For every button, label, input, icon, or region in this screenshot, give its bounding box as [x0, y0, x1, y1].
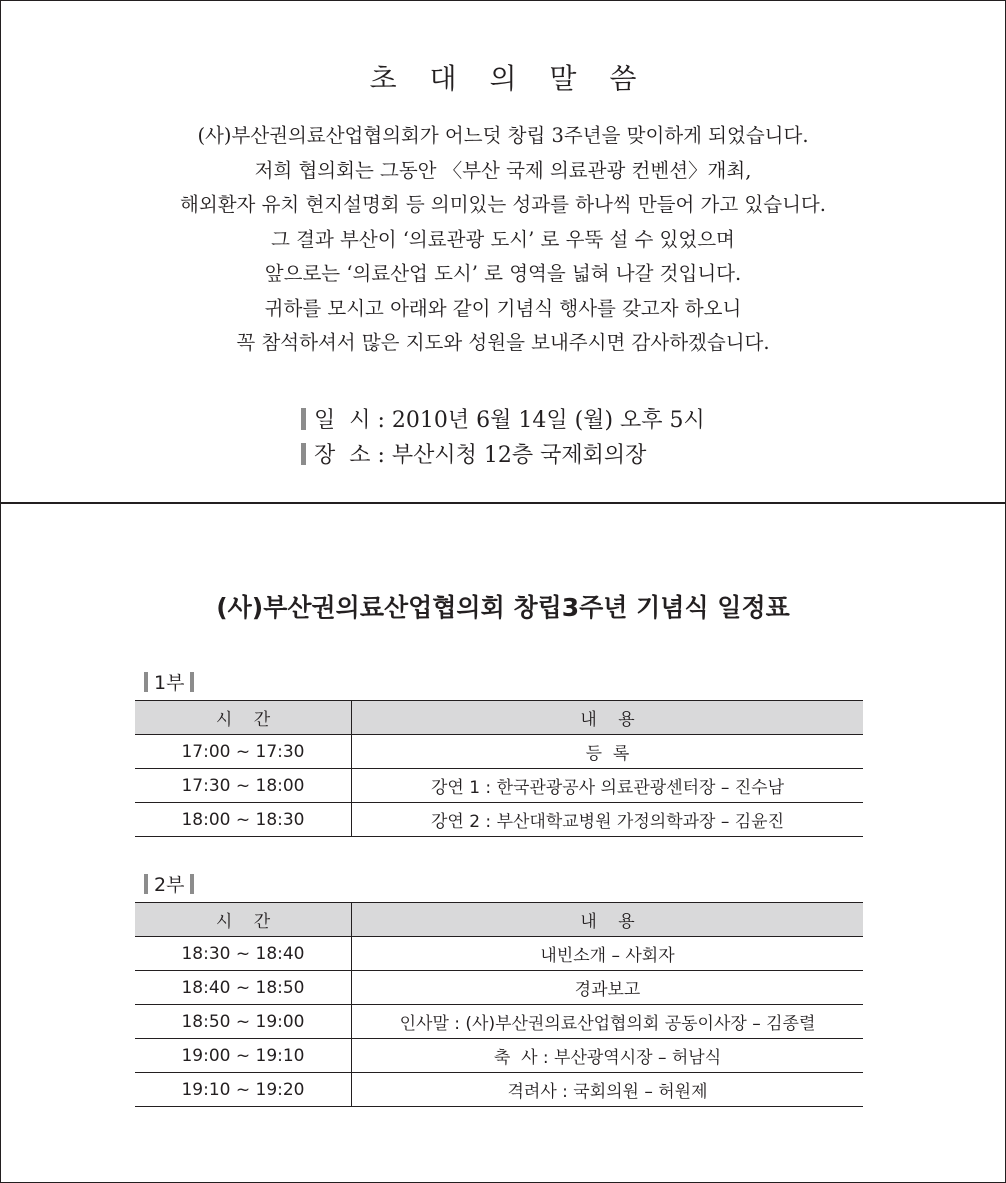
row-time: 18:00 ~ 18:30 — [135, 803, 352, 837]
row-time: 19:00 ~ 19:10 — [135, 1039, 352, 1073]
row-content: 내빈소개 – 사회자 — [352, 937, 864, 971]
invitation-line: 저희 협의회는 그동안 〈부산 국제 의료관광 컨벤션〉개최, — [254, 158, 752, 182]
table-row — [135, 1005, 863, 1039]
row-content: 축 사 : 부산광역시장 – 허남식 — [352, 1039, 864, 1073]
invitation-title: 초 대 의 말 씀 — [369, 62, 649, 95]
event-date-text: 일 시 : 2010년 6월 14일 (월) 오후 5시 — [314, 408, 705, 433]
row-time: 18:50 ~ 19:00 — [135, 1005, 352, 1039]
row-time: 18:30 ~ 18:40 — [135, 937, 352, 971]
header-time: 시 간 — [135, 701, 352, 735]
header-time: 시 간 — [135, 903, 352, 937]
part1-label — [144, 668, 194, 695]
invitation-message — [1, 119, 1005, 361]
header-content: 내 용 — [352, 701, 864, 735]
header-content: 내 용 — [352, 903, 864, 937]
row-time: 18:40 ~ 18:50 — [135, 971, 352, 1005]
schedule-title: (사)부산권의료산업협의회 창립3주년 기념식 일정표 — [216, 593, 790, 622]
part2-label — [144, 870, 194, 897]
row-content: 인사말 : (사)부산권의료산업협의회 공동이사장 – 김종렬 — [352, 1005, 864, 1039]
row-content: 경과보고 — [352, 971, 864, 1005]
invitation-line: 꼭 참석하셔서 많은 지도와 성원을 보내주시면 감사하겠습니다. — [236, 331, 770, 354]
invitation-line: 귀하를 모시고 아래와 같이 기념식 행사를 갖고자 하오니 — [264, 296, 742, 320]
invitation-panel — [0, 0, 1006, 504]
table-row — [135, 937, 863, 971]
row-time: 17:00 ~ 17:30 — [135, 735, 352, 769]
invitation-line: 해외환자 유치 현지설명회 등 의미있는 성과를 하나씩 만들어 가고 있습니다. — [180, 193, 826, 216]
row-content: 강연 2 : 부산대학교병원 가정의학과장 – 김윤진 — [352, 803, 864, 837]
event-place-text: 장 소 : 부산시청 12층 국제회의장 — [314, 443, 647, 468]
table-row — [135, 971, 863, 1005]
table-row — [135, 1039, 863, 1073]
invitation-line: 앞으로는 ‘의료산업 도시’ 로 영역을 넓혀 나갈 것입니다. — [264, 262, 742, 285]
event-date-row — [301, 403, 705, 434]
part2-label-text: 2부 — [154, 874, 185, 896]
table-row — [135, 1073, 863, 1107]
bullet-bar-icon — [190, 874, 194, 894]
table-row — [135, 735, 863, 769]
table-header-row — [135, 903, 863, 937]
part1-schedule-table — [135, 700, 863, 837]
table-row — [135, 803, 863, 837]
bullet-bar-icon — [301, 443, 306, 465]
row-time: 17:30 ~ 18:00 — [135, 769, 352, 803]
invitation-line: (사)부산권의료산업협의회가 어느덧 창립 3주년을 맞이하게 되었습니다. — [197, 124, 809, 147]
bullet-bar-icon — [144, 672, 148, 692]
bullet-bar-icon — [144, 874, 148, 894]
table-row — [135, 769, 863, 803]
event-place-row — [301, 438, 646, 469]
part1-label-text: 1부 — [154, 672, 185, 694]
row-content: 격려사 : 국회의원 – 허원제 — [352, 1073, 864, 1107]
part2-schedule-table — [135, 902, 863, 1107]
table-header-row — [135, 701, 863, 735]
bullet-bar-icon — [301, 408, 306, 430]
bullet-bar-icon — [190, 672, 194, 692]
schedule-panel — [0, 502, 1006, 1183]
row-content: 등 록 — [352, 735, 864, 769]
row-time: 19:10 ~ 19:20 — [135, 1073, 352, 1107]
row-content: 강연 1 : 한국관광공사 의료관광센터장 – 진수남 — [352, 769, 864, 803]
invitation-line: 그 결과 부산이 ‘의료관광 도시’ 로 우뚝 설 수 있었으며 — [271, 227, 735, 251]
